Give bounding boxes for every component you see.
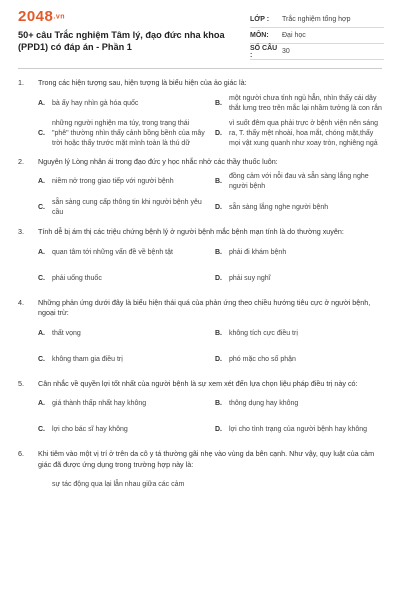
header-divider <box>18 68 382 69</box>
question-text <box>18 298 382 319</box>
question-number: 4. <box>18 297 24 307</box>
option-text: niềm nở trong giao tiếp với người bệnh <box>52 178 174 185</box>
option-letter: B. <box>215 329 222 337</box>
site-logo[interactable] <box>18 8 65 25</box>
options-grid <box>18 323 382 371</box>
answer-option[interactable] <box>215 349 382 371</box>
option-letter: D. <box>215 129 222 137</box>
option-letter: A. <box>38 400 45 407</box>
answer-option[interactable] <box>215 393 382 415</box>
meta-table <box>250 12 384 60</box>
meta-row <box>250 44 384 60</box>
options-grid <box>18 93 382 149</box>
answer-option[interactable] <box>215 197 382 219</box>
question-number: 3. <box>18 227 24 236</box>
question-text <box>18 78 382 89</box>
option-letter: D. <box>215 274 222 282</box>
answer-option[interactable] <box>38 323 205 345</box>
meta-row <box>250 28 384 44</box>
answer-option[interactable] <box>38 197 205 219</box>
option-text: phó mặc cho số phận <box>229 355 296 363</box>
options-grid <box>18 393 382 441</box>
meta-value: Trắc nghiệm tổng hợp <box>282 16 351 23</box>
option-letter: C. <box>38 274 45 282</box>
question-number: 1. <box>18 78 24 87</box>
option-letter: A. <box>38 329 45 337</box>
question-stem: Nguyên lý Lòng nhân ái trong đạo đức y học nhắc nhở các thầy thuốc luôn: <box>38 156 278 166</box>
answer-option[interactable] <box>215 93 382 115</box>
question-number: 2. <box>18 156 24 166</box>
answer-option[interactable] <box>215 242 382 264</box>
option-letter: B. <box>215 178 222 185</box>
option-text: những người nghiện ma túy, trong trạng thái "phê" thường nhìn thấy cảnh bồng bềnh của mây trời hoặc thấy trước mặt mình toàn là thú dữ <box>52 119 205 147</box>
option-text: quan tâm tới những vấn đề về bệnh tật <box>52 248 173 256</box>
logo-text: 2048 <box>18 8 54 25</box>
question-item <box>18 449 382 496</box>
option-letter: C. <box>38 426 45 433</box>
option-text: đồng cảm với nỗi đau và sẵn sàng lắng nghe người bệnh <box>229 173 369 190</box>
question-stem: Khi tiêm vào một vị trí ở trên da cô y tá thường gãi nhẹ vào vùng da bên cạnh. Như vậy, quy luật của cảm giác đã được ứng dụng trong trường hợp này là: <box>38 449 375 469</box>
question-item <box>18 78 382 149</box>
option-text: bà ấy hay nhìn gà hóa quốc <box>52 99 139 107</box>
options-grid <box>18 171 382 219</box>
options-grid <box>18 474 382 496</box>
logo-suffix: .vn <box>53 13 65 21</box>
answer-option[interactable] <box>38 393 205 415</box>
option-letter: D. <box>215 355 222 363</box>
option-letter: B. <box>215 400 222 407</box>
question-item <box>18 379 382 442</box>
answer-option[interactable] <box>215 119 382 149</box>
option-letter: B. <box>215 248 222 256</box>
answer-option[interactable] <box>38 242 205 264</box>
question-stem: Trong các hiện tượng sau, hiện tượng là biểu hiện của ảo giác là: <box>38 78 247 87</box>
meta-label: MÔN: <box>250 32 269 39</box>
options-grid <box>18 242 382 290</box>
option-text: vì suốt đêm qua phải trực ở bệnh viện nên sáng ra, T. thấy mệt nhoài, hoa mắt, chóng mặt,thấy mọi vật xung quanh như xoay tròn, nghiêng ngả <box>229 119 378 147</box>
option-text: không tham gia điều trị <box>52 355 123 363</box>
answer-option[interactable] <box>38 93 205 115</box>
meta-row <box>250 12 384 28</box>
meta-label: SỐ CÂU : <box>250 44 278 59</box>
option-letter: A. <box>38 248 45 256</box>
header <box>0 0 400 62</box>
question-stem: Cân nhắc về quyền lợi tốt nhất của người bệnh là sự xem xét đến lựa chọn liệu pháp điều trị này có: <box>38 378 358 388</box>
question-number: 6. <box>18 449 24 458</box>
document-title: 50+ câu Trắc nghiệm Tâm lý, đạo đức nha khoa (PPD1) có đáp án - Phần 1 <box>18 30 225 52</box>
option-letter: C. <box>38 129 45 137</box>
question-item <box>18 298 382 371</box>
option-letter: A. <box>38 99 45 107</box>
option-letter: B. <box>215 99 222 107</box>
option-text: thất vọng <box>52 329 81 337</box>
meta-label: LỚP : <box>250 16 270 23</box>
option-text: thông dụng hay không <box>229 400 299 407</box>
option-text: lợi cho bác sĩ hay không <box>52 426 128 433</box>
option-text: phải uống thuốc <box>52 274 102 282</box>
option-text: giá thành thấp nhất hay không <box>52 400 147 407</box>
question-text <box>18 449 382 470</box>
option-text: không tích cực điều trị <box>229 329 298 337</box>
option-letter: C. <box>38 355 45 363</box>
meta-value: Đại học <box>282 32 306 39</box>
answer-option[interactable] <box>38 474 205 496</box>
question-text <box>18 227 382 238</box>
answer-option[interactable] <box>215 323 382 345</box>
answer-option[interactable] <box>215 268 382 290</box>
meta-value: 30 <box>282 48 290 55</box>
option-letter: A. <box>38 178 45 185</box>
question-text <box>18 157 382 168</box>
answer-option[interactable] <box>38 349 205 371</box>
question-item <box>18 157 382 220</box>
option-letter: C. <box>38 204 45 211</box>
answer-option[interactable] <box>38 171 205 193</box>
option-text: sự tác động qua lại lẫn nhau giữa các cảm <box>52 481 185 488</box>
option-text: sẵn sàng lắng nghe người bệnh <box>229 204 329 211</box>
question-stem: Những phản ứng dưới đây là biểu hiện thái quá của phản ứng theo chiều hướng tiêu cực ở người bệnh, ngoại trừ: <box>38 297 371 317</box>
option-text: một người chưa tỉnh ngủ hẳn, nhìn thấy cái dây thắt lưng treo trên mắc lại nhầm tưởng là con rắn <box>229 94 382 112</box>
option-text: sẵn sàng cung cấp thông tin khi người bệnh yêu cầu <box>52 199 202 216</box>
answer-option[interactable] <box>215 419 382 441</box>
option-text: phải đi khám bệnh <box>229 248 287 256</box>
answer-option[interactable] <box>38 119 205 149</box>
option-text: lợi cho tình trạng của người bệnh hay không <box>229 426 368 433</box>
question-item <box>18 227 382 290</box>
question-stem: Tính dễ bị ám thị các triệu chứng bệnh lý ở người bệnh mắc bệnh mạn tính là do thường xuyên: <box>38 227 344 236</box>
question-text <box>18 379 382 390</box>
option-letter: D. <box>215 426 222 433</box>
answer-option[interactable] <box>38 268 205 290</box>
answer-option[interactable] <box>215 171 382 193</box>
option-letter: D. <box>215 204 222 211</box>
option-text: phải suy nghĩ <box>229 274 271 282</box>
question-list <box>18 78 382 504</box>
answer-option[interactable] <box>38 419 205 441</box>
question-number: 5. <box>18 378 24 388</box>
